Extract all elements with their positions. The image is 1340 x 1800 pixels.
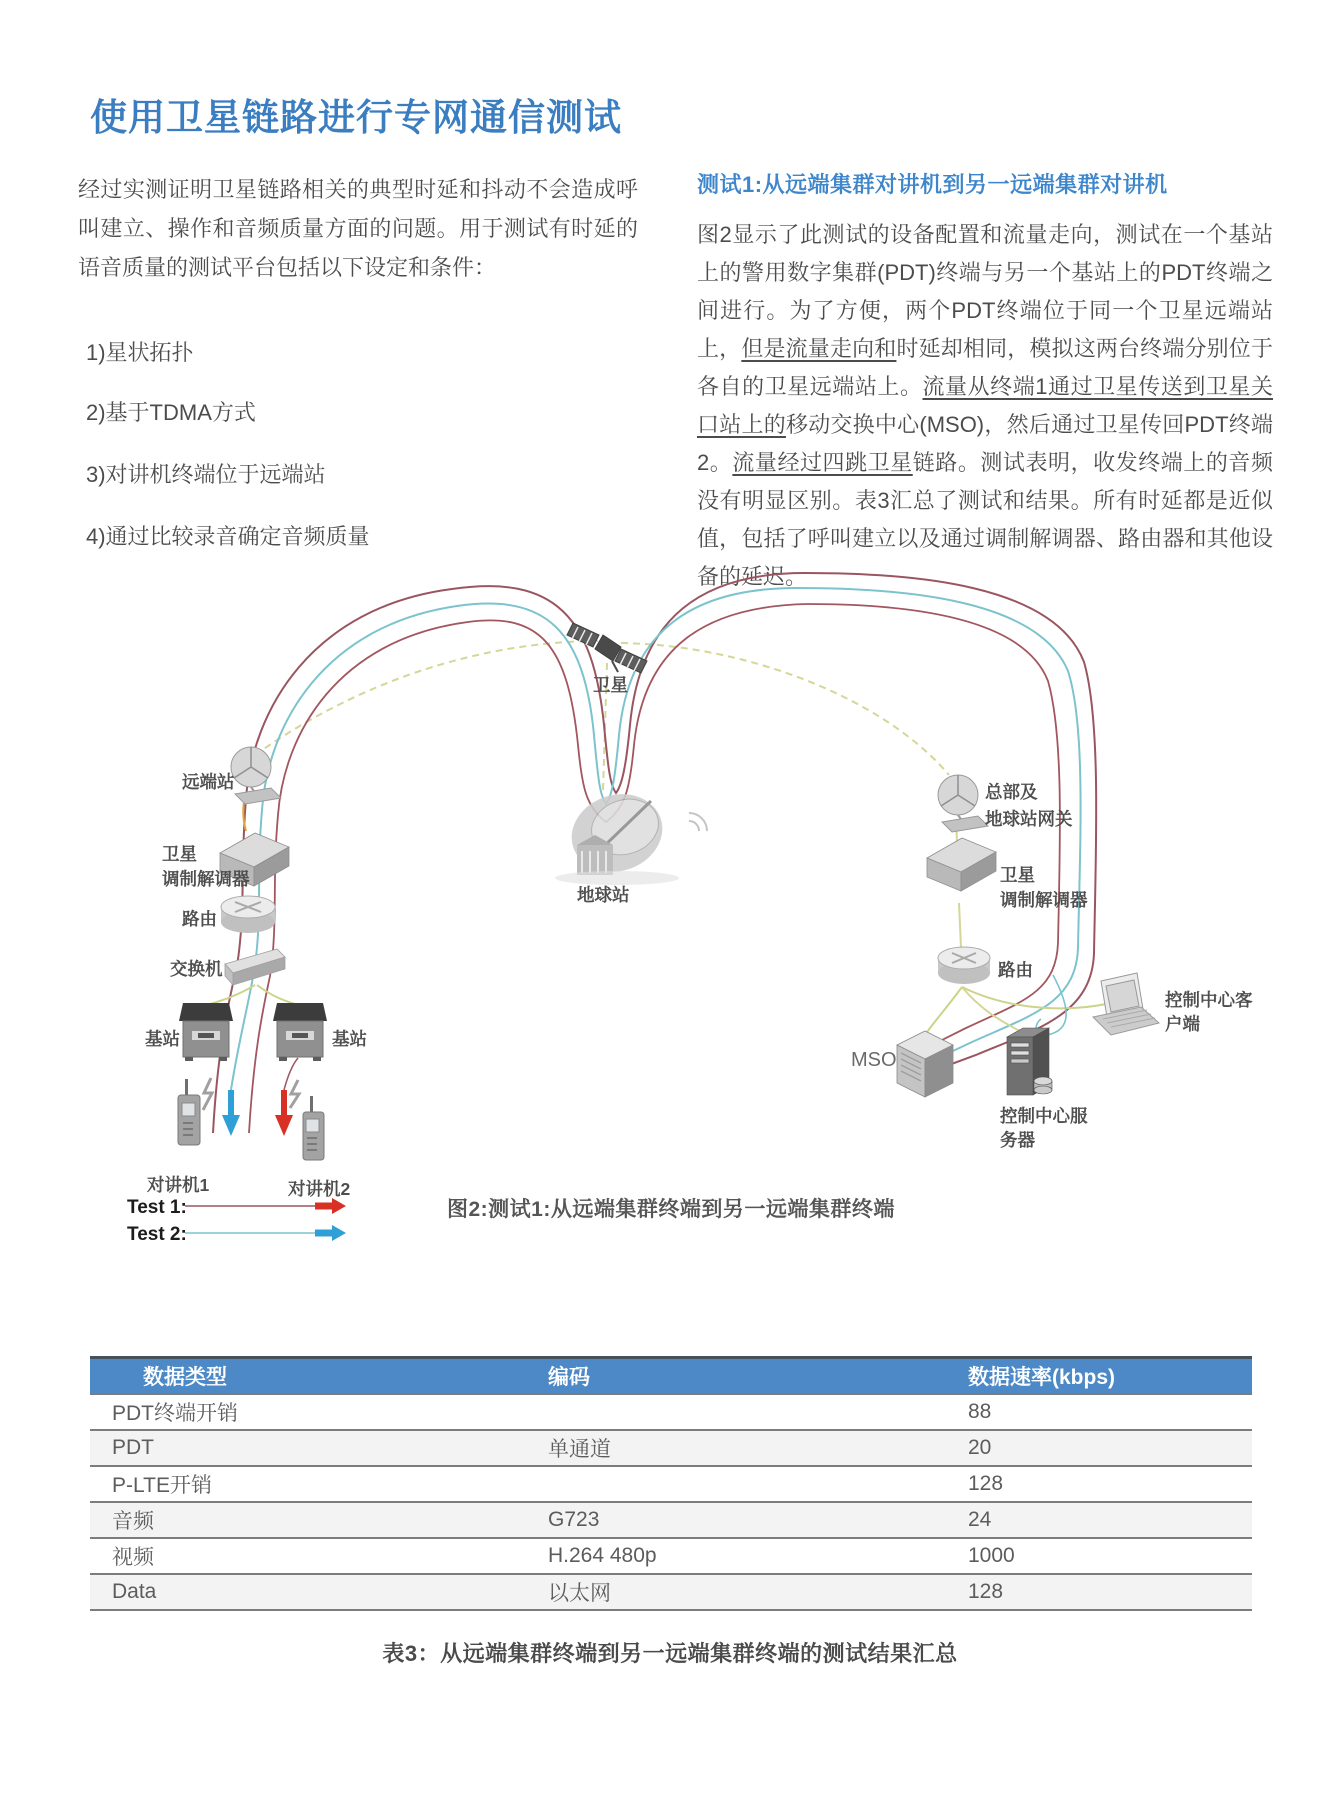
switch-to-basestation-lines xyxy=(207,985,298,1005)
control-client-label-1: 控制中心客 xyxy=(1165,990,1253,1010)
remote-station-label: 远端站 xyxy=(182,772,235,792)
table-row xyxy=(90,1538,1252,1574)
cell-coding: 单通道 xyxy=(526,1430,946,1466)
test1-seg-underlined: 流量经过四跳卫星 xyxy=(732,450,913,475)
test1-seg-underlined: 但是流量走向和 xyxy=(741,336,897,361)
table-row xyxy=(90,1394,1252,1430)
condition-item-1: 1)星状拓扑 xyxy=(86,340,194,365)
page-title: 使用卫星链路进行专网通信测试 xyxy=(90,96,622,138)
control-client-label-2: 户端 xyxy=(1165,1014,1200,1034)
red-arrow-icon xyxy=(275,1058,298,1136)
satellite-modem-left-label-1: 卫星 xyxy=(162,844,197,864)
table3-results xyxy=(90,1356,1252,1611)
radio1-label: 对讲机1 xyxy=(147,1175,210,1195)
radio1-icon xyxy=(178,1079,200,1145)
test1-seg: 时延却相同，模拟这两台终端分别位于各自的卫星远端站上。 xyxy=(697,336,1273,399)
test1-seg: 移动交换中心(MSO)，然后通过卫星传回PDT终端2。 xyxy=(697,412,1273,475)
cell-rate: 1000 xyxy=(946,1538,1252,1574)
base-station-left-label: 基站 xyxy=(145,1029,180,1049)
cell-type: PDT xyxy=(90,1430,526,1466)
hq-gateway-dish-icon xyxy=(938,775,988,832)
remote-station-dish-icon xyxy=(231,747,281,804)
cell-rate: 20 xyxy=(946,1430,1252,1466)
base-station-left-icon xyxy=(179,1003,233,1061)
column-header-coding: 编码 xyxy=(526,1358,946,1395)
satellite-modem-right-label-1: 卫星 xyxy=(1000,865,1035,885)
router-right-label: 路由 xyxy=(998,960,1033,980)
satellite-modem-left-label-2: 调制解调器 xyxy=(162,869,250,889)
cell-rate: 128 xyxy=(946,1574,1252,1610)
control-server-label-2: 务器 xyxy=(1000,1130,1035,1150)
cell-rate: 88 xyxy=(946,1394,1252,1430)
cell-type: 音频 xyxy=(90,1502,526,1538)
table3-caption: 表3：从远端集群终端到另一远端集群终端的测试结果汇总 xyxy=(382,1641,958,1666)
router-left-icon xyxy=(221,896,275,933)
cell-type: Data xyxy=(90,1574,526,1610)
figure2-network-diagram xyxy=(85,545,1265,1245)
column-header-data-rate: 数据速率(kbps) xyxy=(946,1358,1252,1395)
earth-station-label: 地球站 xyxy=(577,885,630,905)
test1-seg: 链路。测试表明，收发终端上的音频没有明显区别。表3汇总了测试和结果。所有时延都是近似值，包括了呼叫建立以及通过调制解调器、路由器和其他设备的延迟。 xyxy=(697,450,1273,589)
condition-item-4: 4)通过比较录音确定音频质量 xyxy=(86,524,370,549)
router-left-label: 路由 xyxy=(182,909,217,929)
satellite-label: 卫星 xyxy=(593,675,628,695)
table-row xyxy=(90,1502,1252,1538)
hq-gateway-label-1: 总部及 xyxy=(985,782,1038,802)
mso-server-icon xyxy=(897,1031,953,1097)
legend-test1-line xyxy=(185,1198,346,1214)
satellite-modem-right-label-2: 调制解调器 xyxy=(1000,890,1088,910)
base-station-right-icon xyxy=(273,1003,327,1061)
cell-rate: 24 xyxy=(946,1502,1252,1538)
control-server-label-1: 控制中心服 xyxy=(1000,1106,1088,1126)
condition-item-2: 2)基于TDMA方式 xyxy=(86,400,256,425)
test1-seg: 图2显示了此测试的设备配置和流量走向，测试在一个基站上的警用数字集群(PDT)终端与另一个基站上的PDT终端之间进行。为了方便，两个PDT终端位于同一个卫星远端站上， xyxy=(697,222,1273,361)
table-row xyxy=(90,1574,1252,1610)
legend-test2-label: Test 2: xyxy=(127,1224,187,1245)
router-right-icon xyxy=(938,947,990,984)
blue-arrow-icon xyxy=(222,1090,240,1136)
table-row xyxy=(90,1430,1252,1466)
intro-paragraph: 经过实测证明卫星链路相关的典型时延和抖动不会造成呼叫建立、操作和音频质量方面的问题。用于测试有时延的语音质量的测试平台包括以下设定和条件： xyxy=(78,177,638,280)
cell-type: P-LTE开销 xyxy=(90,1466,526,1502)
column-header-data-type: 数据类型 xyxy=(90,1358,526,1395)
cell-rate: 128 xyxy=(946,1466,1252,1502)
cell-coding: H.264 480p xyxy=(526,1538,946,1574)
cell-type: PDT终端开销 xyxy=(90,1394,526,1430)
test1-heading: 测试1:从远端集群对讲机到另一远端集群对讲机 xyxy=(697,172,1168,198)
legend-test2-line xyxy=(185,1225,346,1241)
base-station-right-label: 基站 xyxy=(332,1029,367,1049)
switch-label: 交换机 xyxy=(170,959,223,979)
cell-coding: G723 xyxy=(526,1502,946,1538)
legend-test1-label: Test 1: xyxy=(127,1197,187,1218)
cell-coding xyxy=(526,1466,946,1502)
test1-paragraph xyxy=(697,216,1273,596)
condition-item-3: 3)对讲机终端位于远端站 xyxy=(86,462,326,487)
table3-header-row xyxy=(90,1358,1252,1395)
cell-coding: 以太网 xyxy=(526,1574,946,1610)
satellite-modem-right-icon xyxy=(927,838,996,891)
earth-station-icon xyxy=(555,783,707,885)
figure2-caption: 图2:测试1:从远端集群终端到另一远端集群终端 xyxy=(447,1198,895,1221)
test1-seg-underlined: 流量从终端1通过卫星传送到卫星关口站上的 xyxy=(697,374,1273,437)
control-server-icon xyxy=(1007,1028,1052,1095)
cell-coding xyxy=(526,1394,946,1430)
mso-label: MSO xyxy=(851,1049,897,1071)
cell-type: 视频 xyxy=(90,1538,526,1574)
radio2-label: 对讲机2 xyxy=(288,1179,351,1199)
switch-icon xyxy=(225,949,285,985)
hq-gateway-label-2: 地球站网关 xyxy=(985,809,1073,829)
radio2-icon xyxy=(303,1096,324,1160)
table-row xyxy=(90,1466,1252,1502)
